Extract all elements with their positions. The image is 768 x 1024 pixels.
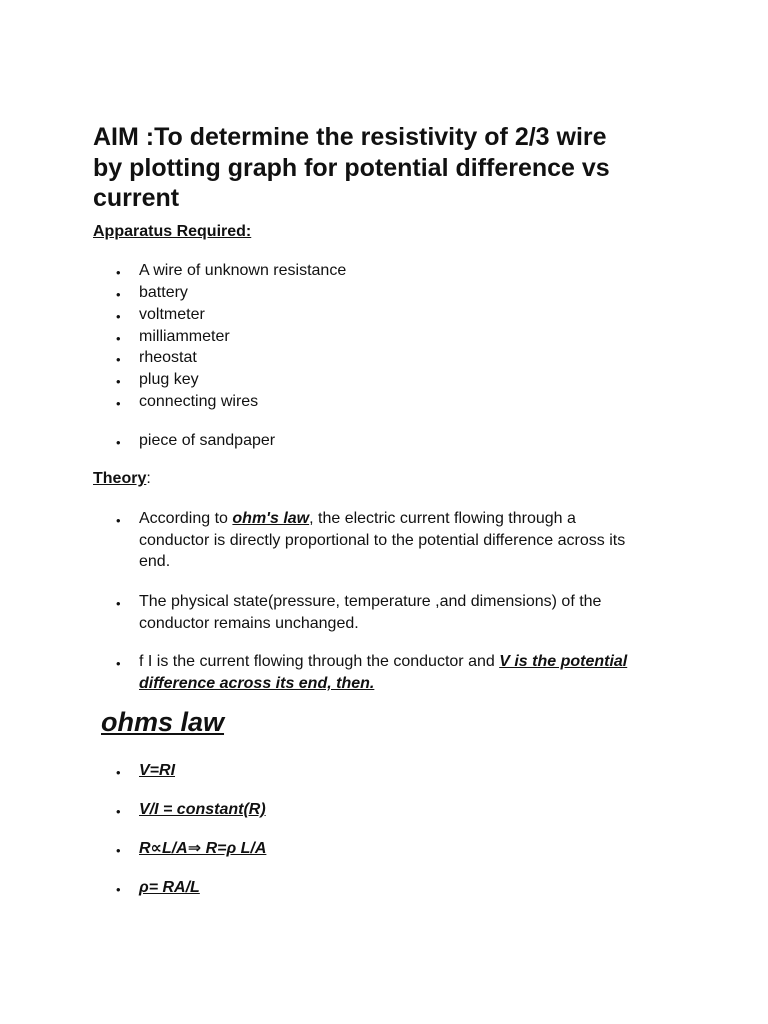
bullet-icon: • xyxy=(116,656,121,671)
apparatus-item: battery xyxy=(139,284,188,301)
bullet-icon: • xyxy=(116,765,121,780)
theory-heading-label: Theory xyxy=(93,470,147,487)
bullet-icon: • xyxy=(116,374,121,389)
theory-p1-line2: conductor is directly proportional to the potential difference across its xyxy=(139,531,626,549)
apparatus-item: milliammeter xyxy=(139,328,230,345)
apparatus-item: plug key xyxy=(139,371,199,388)
bullet-icon: • xyxy=(116,882,121,897)
theory-point-2 xyxy=(139,591,601,634)
theory-p1-before: According to xyxy=(139,510,233,527)
ohms-law-heading: ohms law xyxy=(101,707,225,737)
apparatus-item: rheostat xyxy=(139,349,197,366)
bullet-icon: • xyxy=(116,352,121,367)
bullet-icon: • xyxy=(116,309,121,324)
title-line-1: AIM :To determine the resistivity of 2/3 wire xyxy=(93,123,607,151)
title-line-3: current xyxy=(93,184,180,212)
theory-p3-emphasis-2: difference across its end, then. xyxy=(139,674,375,692)
theory-p3-before: f I is the current flowing through the conductor and xyxy=(139,653,500,670)
theory-point-1 xyxy=(139,508,625,573)
bullet-icon: • xyxy=(116,331,121,346)
theory-p2-line1: The physical state(pressure, temperature ,and dimensions) of the xyxy=(139,593,602,610)
bullet-icon: • xyxy=(116,596,121,611)
apparatus-item: voltmeter xyxy=(139,306,205,323)
apparatus-item: A wire of unknown resistance xyxy=(139,262,347,279)
formula-item: V/I = constant(R) xyxy=(139,801,266,818)
theory-point-3 xyxy=(139,651,627,694)
theory-p3-emphasis-1: V is the potential xyxy=(499,653,628,670)
apparatus-item: piece of sandpaper xyxy=(139,432,276,449)
formula-item: V=RI xyxy=(139,762,176,779)
bullet-icon: • xyxy=(116,265,121,280)
formula-item: R∝L/A⇒ R=ρ L/A xyxy=(139,840,267,857)
bullet-icon: • xyxy=(116,804,121,819)
formula-item: ρ= RA/L xyxy=(139,879,200,896)
title-line-2: by plotting graph for potential difference vs xyxy=(93,153,610,182)
theory-p2-line2: conductor remains unchanged. xyxy=(139,614,359,632)
ohms-law-emphasis: ohm's law xyxy=(232,510,310,527)
page-title xyxy=(93,122,693,214)
bullet-icon: • xyxy=(116,513,121,528)
bullet-icon: • xyxy=(116,435,121,450)
bullet-icon: • xyxy=(116,396,121,411)
theory-p1-after: , the electric current flowing through a xyxy=(309,510,576,527)
bullet-icon: • xyxy=(116,843,121,858)
apparatus-heading: Apparatus Required: xyxy=(93,223,252,240)
apparatus-item: connecting wires xyxy=(139,393,259,410)
bullet-icon: • xyxy=(116,287,121,302)
theory-p1-line3: end. xyxy=(139,553,171,570)
theory-heading xyxy=(93,470,151,488)
theory-heading-colon: : xyxy=(146,470,151,487)
